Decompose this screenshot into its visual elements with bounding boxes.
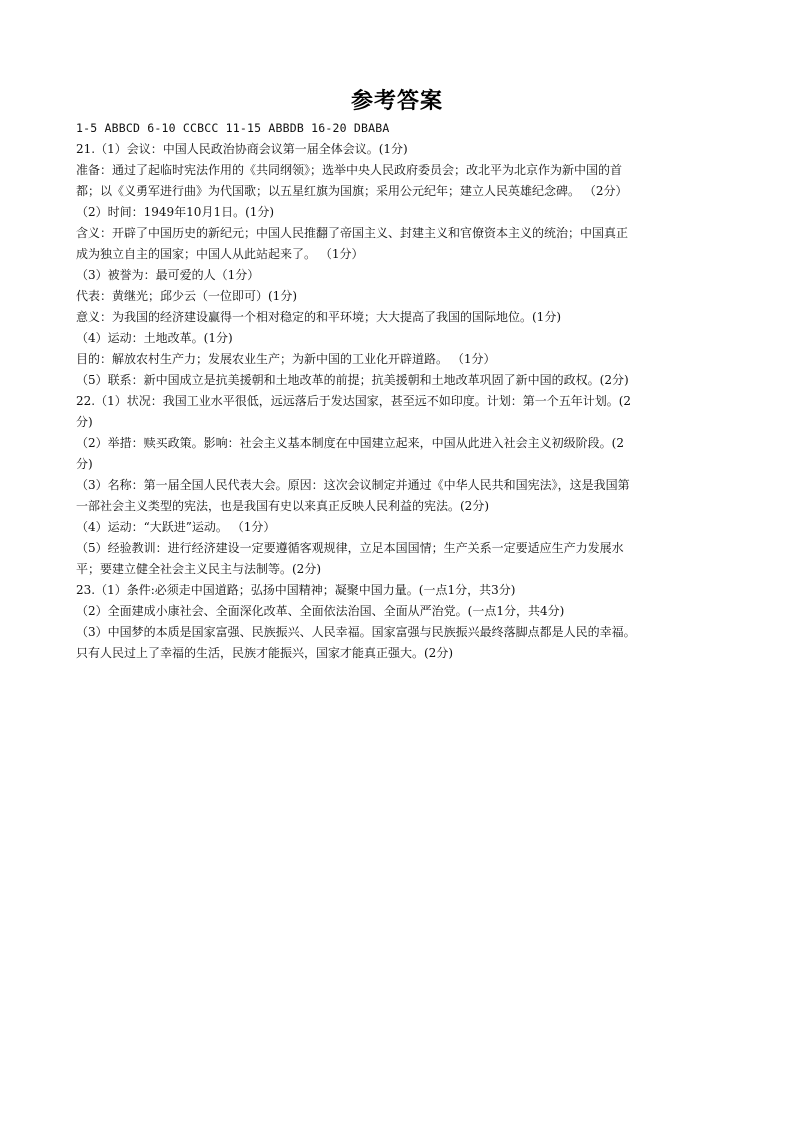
answer-line: （2）全面建成小康社会、全面深化改革、全面依法治国、全面从严治党。(一点1分，共4分) <box>76 604 565 618</box>
answer-line: （4）运动：土地改革。(1分) <box>76 331 233 345</box>
answer-line: 一部社会主义类型的宪法，也是我国有史以来真正反映人民利益的宪法。(2分) <box>76 499 490 513</box>
answer-line: 含义：开辟了中国历史的新纪元；中国人民推翻了帝国主义、封建主义和官僚资本主义的统治；中国真正 <box>76 226 629 240</box>
answer-line: （2）举措：赎买政策。影响：社会主义基本制度在中国建立起来，中国从此进入社会主义初级阶段。(2 <box>76 436 624 450</box>
answer-line: 都；以《义勇军进行曲》为代国歌；以五星红旗为国旗；采用公元纪年；建立人民英雄纪念碑。 （2分） <box>76 184 628 198</box>
answer-line: 代表：黄继光；邱少云（一位即可）(1分) <box>76 289 297 303</box>
answer-line: 目的：解放农村生产力；发展农业生产；为新中国的工业化开辟道路。 （1分） <box>76 352 496 366</box>
answer-line: （3）中国梦的本质是国家富强、民族振兴、人民幸福。国家富强与民族振兴最终落脚点都是人民的幸福。 <box>76 625 636 639</box>
answer-line: （4）运动：“大跃进”运动。 （1分） <box>76 520 276 534</box>
answer-line: 23.（1）条件:必须走中国道路；弘扬中国精神；凝聚中国力量。(一点1分，共3分) <box>76 583 516 597</box>
answer-line: 准备：通过了起临时宪法作用的《共同纲领》；选举中央人民政府委员会；改北平为北京作为新中国的首 <box>76 163 623 177</box>
answer-line: 22.（1）状况：我国工业水平很低，远远落后于发达国家，甚至远不如印度。计划：第一个五年计划。(2 <box>76 394 632 408</box>
answer-line: 意义：为我国的经济建设赢得一个相对稳定的和平环境；大大提高了我国的国际地位。(1分) <box>76 310 562 324</box>
answer-line: （5）经验教训：进行经济建设一定要遵循客观规律，立足本国国情；生产关系一定要适应生产力发展水 <box>76 541 624 555</box>
answer-line: 分) <box>76 457 93 471</box>
answer-line: （5）联系：新中国成立是抗美援朝和土地改革的前提；抗美援朝和土地改革巩固了新中国的政权。(2分) <box>76 373 629 387</box>
answer-content <box>76 118 730 664</box>
answer-line: 分) <box>76 415 93 429</box>
answer-line: 21.（1）会议：中国人民政治协商会议第一届全体会议。(1分) <box>76 142 408 156</box>
answer-line: （2）时间：1949年10月1日。(1分) <box>76 205 275 219</box>
answer-line: 平；要建立健全社会主义民主与法制等。(2分) <box>76 562 321 576</box>
answer-line: （3）被誉为：最可爱的人（1分） <box>76 268 260 282</box>
answer-line: 成为独立自主的国家；中国人从此站起来了。 （1分） <box>76 247 364 261</box>
page-title: 参考答案 <box>350 89 443 114</box>
answer-line: （3）名称：第一届全国人民代表大会。原因：这次会议制定并通过《中华人民共和国宪法》，这是我国第 <box>76 478 630 492</box>
answer-line-mc: 1-5 ABBCD 6-10 CCBCC 11-15 ABBDB 16-20 DBABA <box>76 121 390 135</box>
answer-line: 只有人民过上了幸福的生活，民族才能振兴，国家才能真正强大。(2分) <box>76 646 454 660</box>
